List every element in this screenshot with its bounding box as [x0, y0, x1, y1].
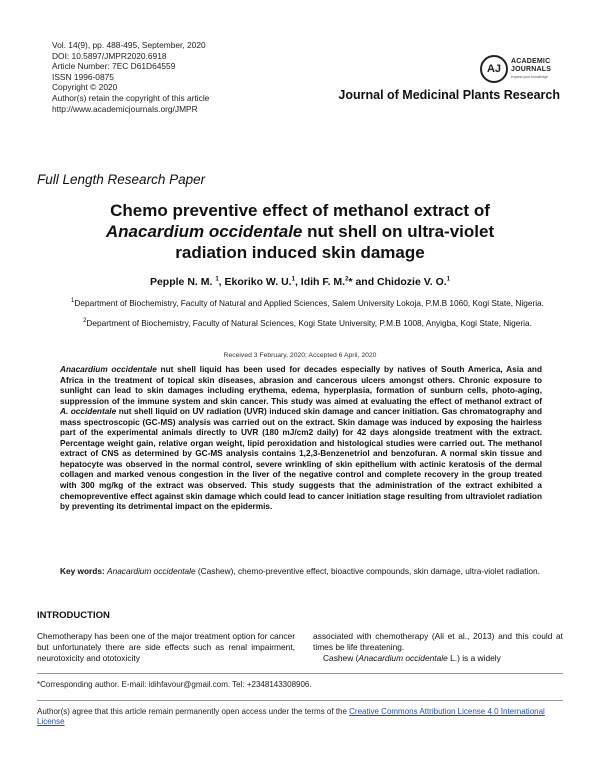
paper-type: Full Length Research Paper: [37, 172, 206, 187]
meta-line: ISSN 1996-0875: [52, 71, 114, 82]
meta-line: Copyright © 2020: [52, 82, 118, 93]
author-2-sup: 1: [291, 276, 295, 283]
author-4: and Chidozie V. O.: [352, 276, 447, 288]
license-text: Author(s) agree that this article remain permanently open access under the terms of the: [37, 707, 350, 716]
license-statement: [37, 707, 563, 727]
affiliation-2: [55, 316, 560, 329]
aff2-text: Department of Biochemistry, Faculty of Natural Sciences, Kogi State University, P.M.B 1008, Anyigba, Kogi State, Nigeria.: [86, 317, 532, 328]
license-link[interactable]: Creative Commons Attribution License 4.0 International License: [37, 707, 545, 726]
logo-line2: JOURNALS: [511, 66, 552, 73]
title-line1: Chemo preventive effect of methanol extract of: [110, 201, 490, 220]
intro-right-p2-start: Cashew (: [323, 652, 359, 663]
corresponding-author: *Corresponding author. E-mail: idihfavour@gmail.com. Tel: +2348143308906.: [37, 680, 312, 689]
intro-left-column: Chemotherapy has been one of the major treatment option for cancer but unfortunately there are side effects such as renal impairment, neurotoxicity and ototoxicity: [37, 631, 295, 663]
author-4-sup: 1: [446, 276, 451, 283]
abstract-part1: nut shell liquid has been used for decades especially by natives of South America, Asia and Africa in the treatment of topical skin diseases, abrasion and cancerous ulcers amongst others. Chronic exposure to sunlight can lead to skin damages including erythema, edema, hyperplasia, formation of sunburn cells, photo-aging, suppression of the immune system and skin cancer. This study was aimed at evaluating the effect of methanol extract of: [60, 365, 542, 406]
author-3: , Idih F. M.: [294, 276, 346, 288]
license-divider: [37, 700, 563, 701]
logo-mark: AJ: [480, 55, 508, 83]
title-species: Anacardium occidentale: [105, 222, 303, 241]
abstract: [60, 365, 542, 513]
abstract-part2: nut shell liquid on UV radiation (UVR) induced skin damage and cancer initiation. Gas chromatography and mass spectroscopic (GC-MS) analysis was carried out on the extract. Skin damage was induced by exposing the hairless part of the experimental animals directly to UVR (180 mJ/cm2 daily) for 42 days alongside treatment with the extract. Percentage weight gain, relative organ weight, lipid peroxidation and histological studies were carried out. The methanol extract of CNS as determined by GC-MS analysis contains 1,2,3-Benzenetriol and benzofuran. A normal skin tissue and hepatocyte was observed in the normal control, severe wrinkling of skin epithelium with actinic keratosis of the dermal collagen and marked venous congestion in the liver of the negative control and complete recovery in the group treated with 300 mg/kg of the extract was observed. This study suggests that the administration of the extract exhibited a chemopreventive effect against skin damage which could lead to cancer initiation stage resulting from ultraviolet radiation by preventing its detrimental impact on the epidermis.: [60, 407, 543, 512]
keywords: [60, 566, 542, 577]
affiliation-1: [55, 296, 560, 309]
author-2: , Ekoriko W. U.: [218, 276, 292, 288]
author-list: [40, 276, 560, 288]
abstract-species2: A. occidentale: [60, 407, 117, 417]
aff2-sup: 2: [83, 318, 87, 324]
abstract-species: Anacardium occidentale: [60, 365, 157, 374]
title-line3: radiation induced skin damage: [175, 243, 425, 262]
received-dates: Received 3 February, 2020; Accepted 6 April, 2020: [223, 352, 377, 359]
author-3-sup: 2: [345, 276, 349, 283]
aff1-text: Department of Biochemistry, Faculty of Natural and Applied Sciences, Salem University Lokoja, P.M.B 1060, Kogi State, Nigeria.: [74, 297, 544, 308]
title-line2-rest: nut shell on ultra-violet: [302, 222, 495, 241]
keywords-label: Key words:: [60, 566, 105, 576]
intro-right-p2-end: L.) is a widely: [447, 652, 501, 663]
logo-line1: ACADEMIC: [511, 58, 551, 65]
keywords-rest: (Cashew), chemo-preventive effect, bioactive compounds, skin damage, ultra-violet radiation.: [195, 566, 540, 576]
aff1-sup: 1: [71, 298, 75, 304]
meta-line: Vol. 14(9), pp. 488-495, September, 2020: [52, 40, 206, 50]
meta-line: Author(s) retain the copyright of this article: [52, 92, 210, 103]
keywords-text: [107, 566, 540, 576]
meta-line: Article Number: 7EC D61D64559: [52, 61, 176, 72]
journal-name: Journal of Medicinal Plants Research: [338, 88, 560, 102]
intro-right-column: [313, 631, 563, 663]
intro-right-p2: [313, 653, 563, 664]
footnote-divider: [37, 673, 563, 674]
keywords-species: Anacardium occidentale: [107, 566, 196, 576]
article-metadata: [52, 40, 312, 114]
paper-title: [60, 200, 540, 263]
intro-right-p1: associated with chemotherapy (Ali et al., 2013) and this could at times be life threatening.: [313, 631, 563, 652]
author-1-sup: 1: [215, 276, 219, 283]
logo-text: [511, 58, 551, 74]
intro-heading: INTRODUCTION: [37, 610, 110, 621]
intro-right-p2-species: Anacardium occidentale: [358, 652, 448, 663]
author-1: Pepple N. M.: [149, 276, 216, 288]
meta-line: DOI: 10.5897/JMPR2020.6918: [52, 50, 167, 61]
author-3-star: *: [348, 276, 353, 288]
logo-tagline: expand your knowledge: [511, 75, 548, 79]
publisher-logo: [480, 55, 590, 85]
meta-url[interactable]: http://www.academicjournals.org/JMPR: [52, 103, 198, 114]
title-line2: [60, 221, 540, 242]
